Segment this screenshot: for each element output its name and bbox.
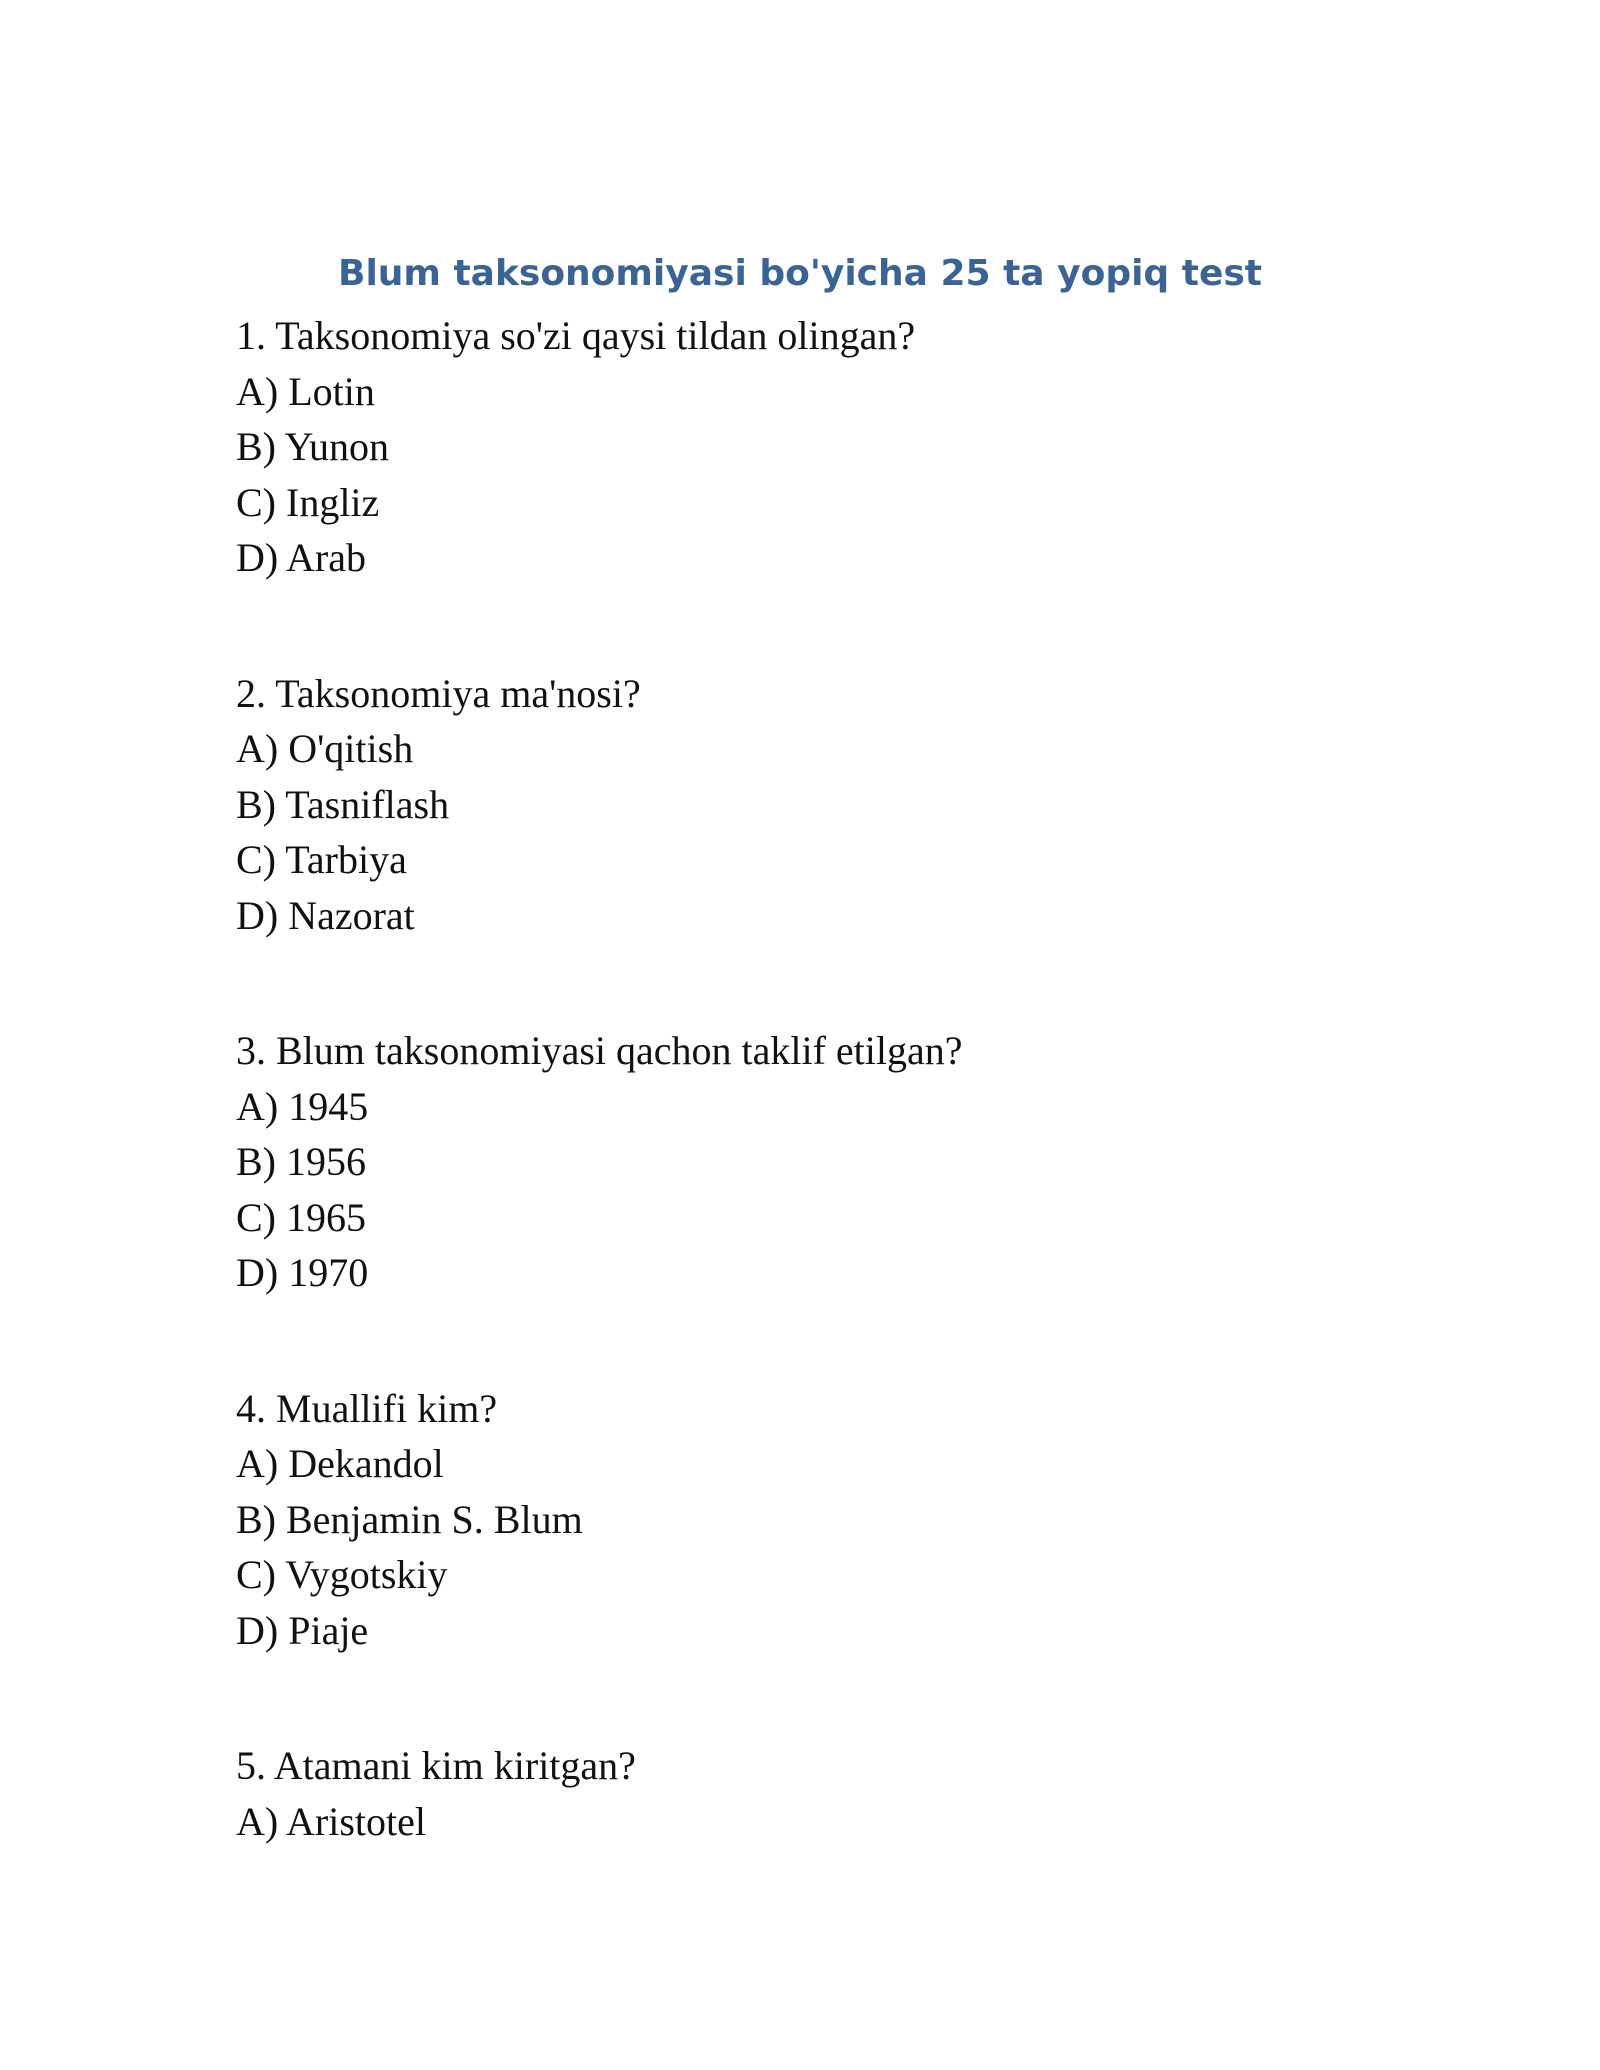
option-d: D) Nazorat xyxy=(236,892,415,938)
question-2 xyxy=(236,666,1436,944)
option-a: A) Dekandol xyxy=(236,1441,444,1486)
option-b: B) 1956 xyxy=(236,1139,366,1184)
question-1 xyxy=(236,308,1436,586)
option-c: C) Tarbiya xyxy=(236,837,407,882)
option-a: A) O'qitish xyxy=(236,726,414,771)
option-d: D) 1970 xyxy=(236,1250,369,1295)
question-text: 2. Taksonomiya ma'nosi? xyxy=(236,670,641,716)
option-a: A) Aristotel xyxy=(236,1798,426,1844)
question-list xyxy=(236,308,1436,1929)
option-a: A) Lotin xyxy=(236,368,375,414)
question-text: 1. Taksonomiya so'zi qaysi tildan olingan? xyxy=(236,313,916,358)
question-3 xyxy=(236,1023,1436,1301)
option-b: B) Tasniflash xyxy=(236,781,450,827)
question-text: 3. Blum taksonomiyasi qachon taklif etilgan? xyxy=(236,1028,963,1073)
option-b: B) Yunon xyxy=(236,424,389,469)
question-4 xyxy=(236,1381,1436,1659)
question-5 xyxy=(236,1738,1436,1849)
question-text: 5. Atamani kim kiritgan? xyxy=(236,1743,636,1788)
document-title: Blum taksonomiyasi bo'yicha 25 ta yopiq test xyxy=(338,253,1262,294)
option-b: B) Benjamin S. Blum xyxy=(236,1496,583,1542)
question-text: 4. Muallifi kim? xyxy=(236,1385,498,1431)
option-c: C) Ingliz xyxy=(236,479,380,525)
option-a: A) 1945 xyxy=(236,1083,369,1129)
option-c: C) Vygotskiy xyxy=(236,1552,448,1597)
option-d: D) Piaje xyxy=(236,1607,369,1653)
option-d: D) Arab xyxy=(236,535,366,580)
option-c: C) 1965 xyxy=(236,1194,366,1240)
